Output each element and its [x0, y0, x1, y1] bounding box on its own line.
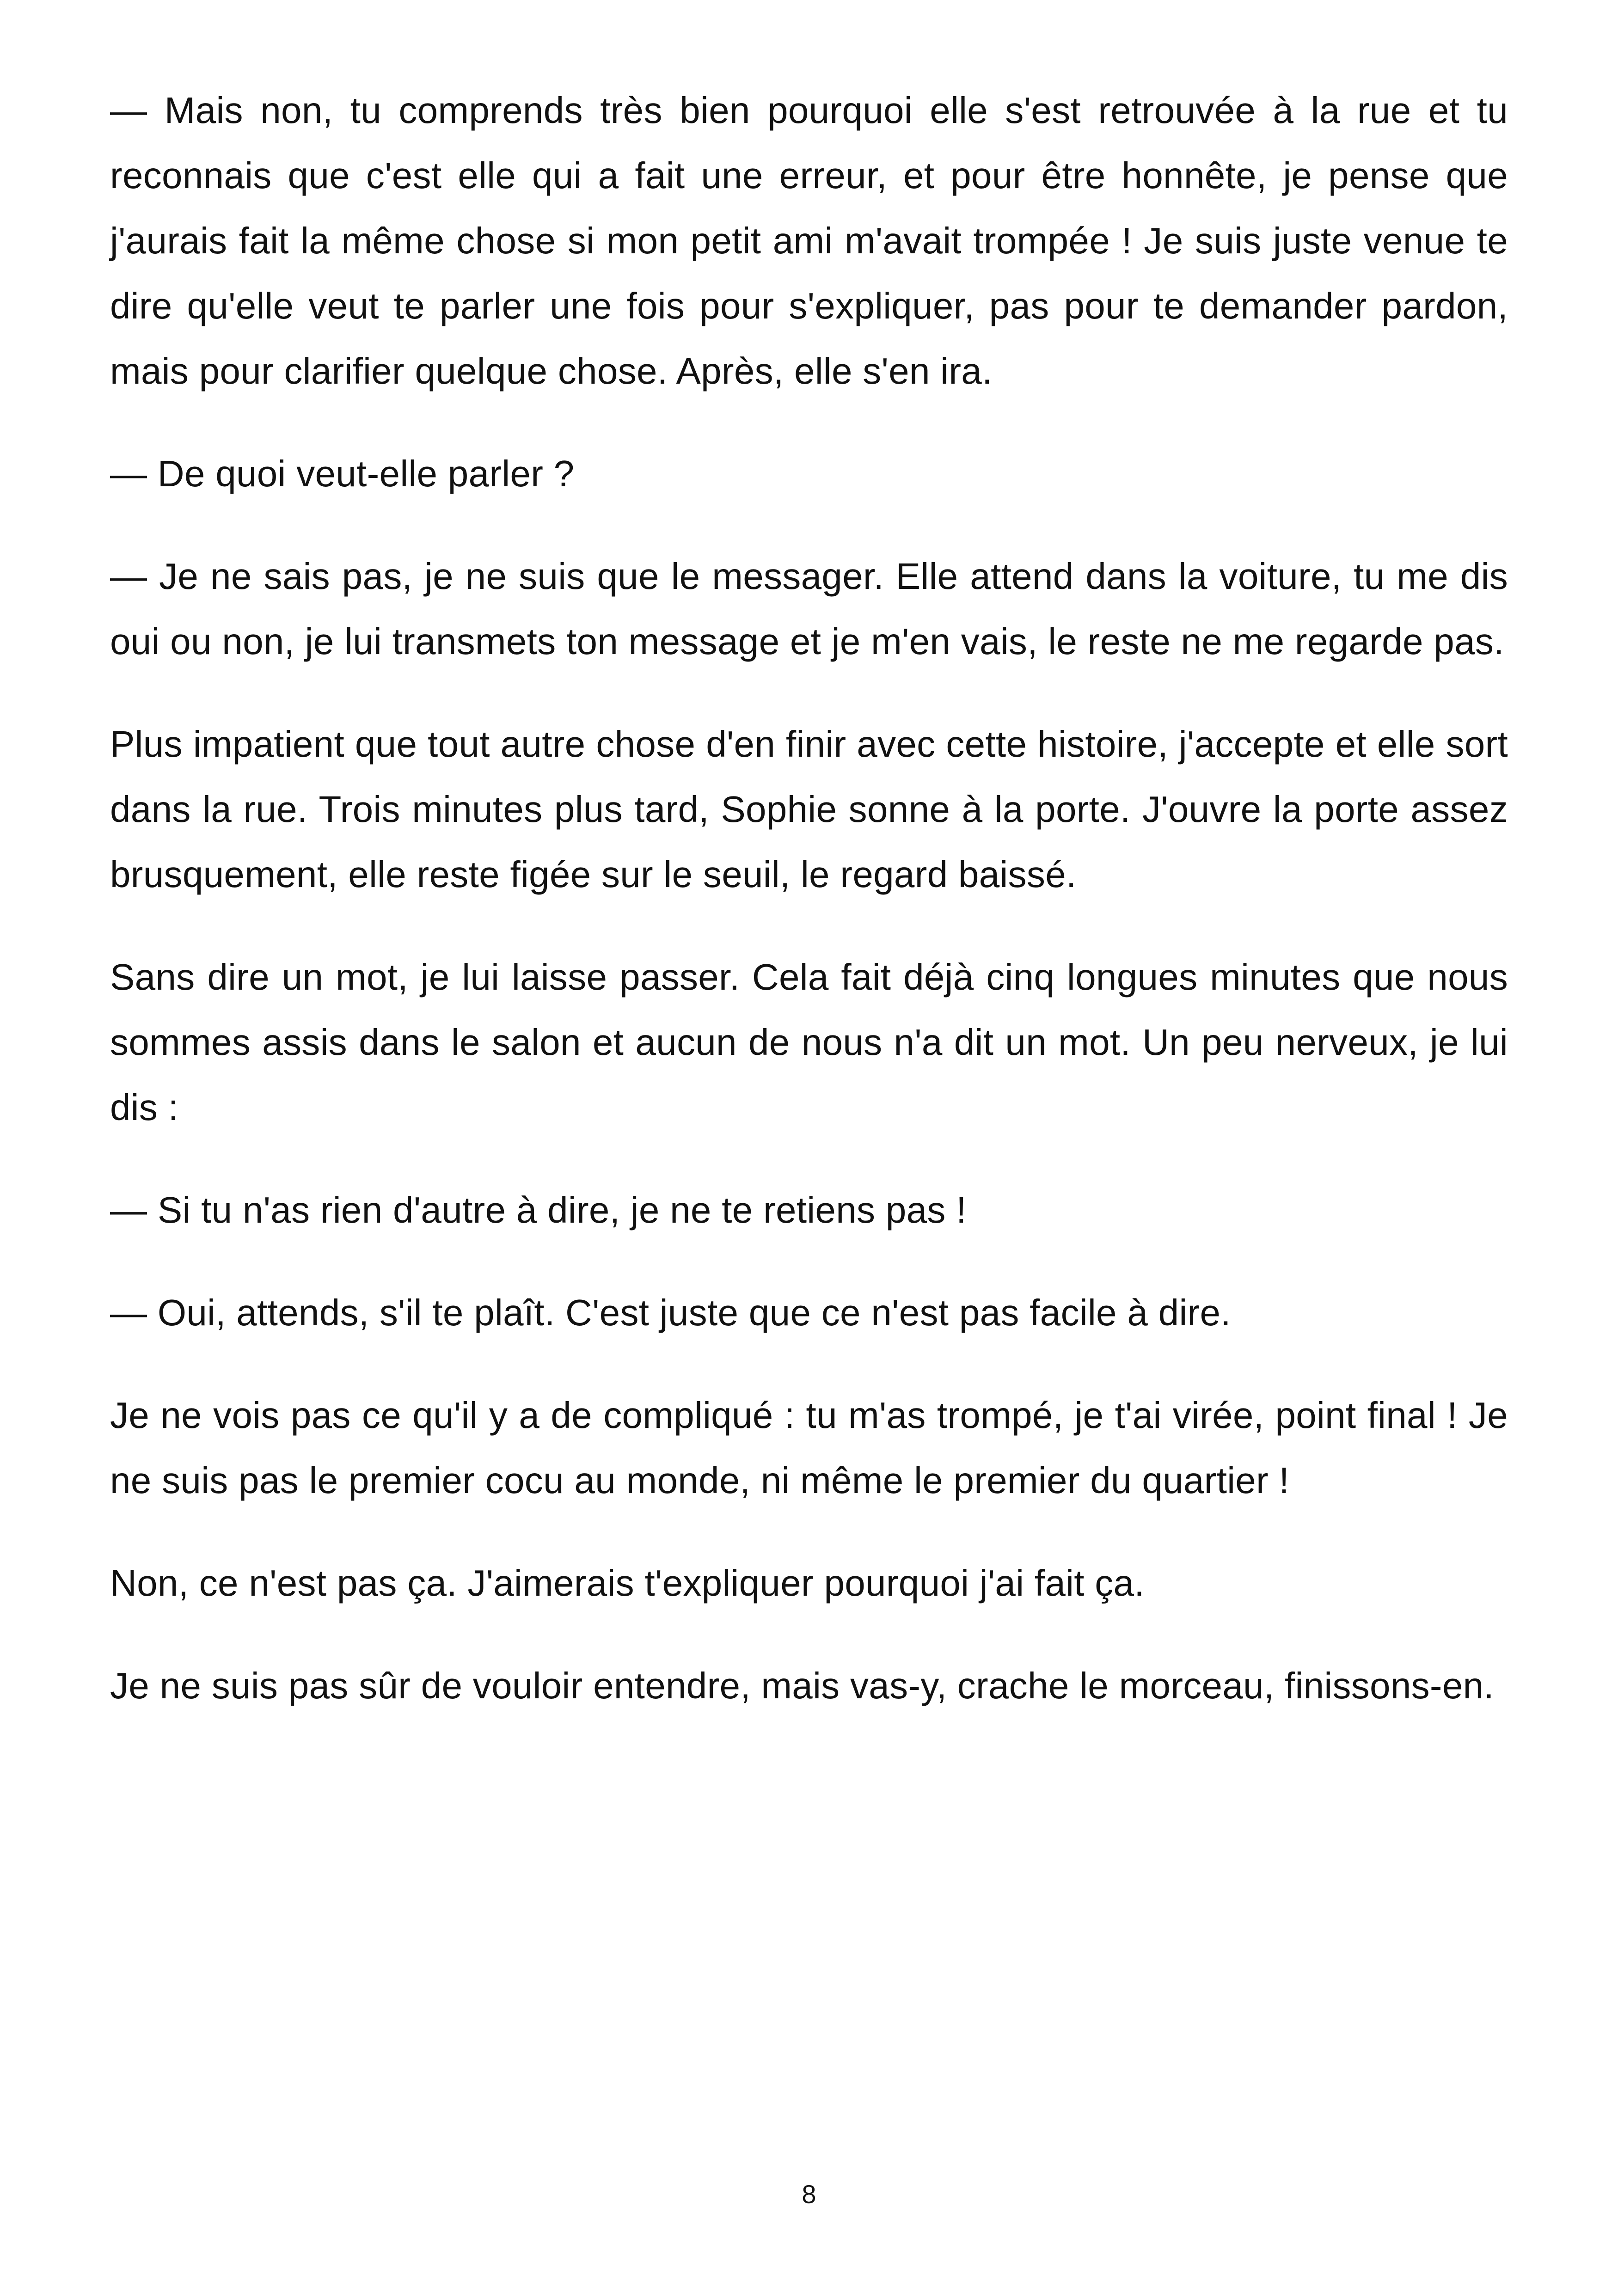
paragraph-2: — De quoi veut-elle parler ? [110, 453, 575, 494]
page-body [110, 78, 1508, 1718]
paragraph-6: — Si tu n'as rien d'autre à dire, je ne te retiens pas ! [110, 1189, 967, 1231]
paragraph-1: — Mais non, tu comprends très bien pourquoi elle s'est retrouvée à la rue et tu reconnais que c'est elle qui a fait une erreur, et pour être honnête, je pense que j'aurais fait la même chose si mon petit ami m'avait trompée ! Je suis juste venue te dire qu'elle veut te parler une fois pour s'expliquer, pas pour te demander pardon, mais pour clarifier quelque chose. Après, elle s'en ira. [110, 90, 1508, 392]
paragraph-8: Je ne vois pas ce qu'il y a de compliqué : tu m'as trompé, je t'ai virée, point final ! Je ne suis pas le premier cocu au monde, ni même le premier du quartier ! [110, 1395, 1508, 1501]
paragraph-7: — Oui, attends, s'il te plaît. C'est juste que ce n'est pas facile à dire. [110, 1292, 1231, 1333]
paragraph-3: — Je ne sais pas, je ne suis que le messager. Elle attend dans la voiture, tu me dis oui ou non, je lui transmets ton message et je m'en vais, le reste ne me regarde pas. [110, 556, 1508, 662]
page-number: 8 [802, 2180, 816, 2209]
paragraph-5: Sans dire un mot, je lui laisse passer. Cela fait déjà cinq longues minutes que nous sommes assis dans le salon et aucun de nous n'a dit un mot. Un peu nerveux, je lui dis : [110, 956, 1508, 1128]
paragraph-4: Plus impatient que tout autre chose d'en finir avec cette histoire, j'accepte et elle sort dans la rue. Trois minutes plus tard, Sophie sonne à la porte. J'ouvre la porte assez brusquement, elle reste figée sur le seuil, le regard baissé. [110, 723, 1508, 895]
paragraph-9: Non, ce n'est pas ça. J'aimerais t'expliquer pourquoi j'ai fait ça. [110, 1562, 1145, 1604]
paragraph-10: Je ne suis pas sûr de vouloir entendre, mais vas-y, crache le morceau, finissons-en. [110, 1665, 1494, 1706]
